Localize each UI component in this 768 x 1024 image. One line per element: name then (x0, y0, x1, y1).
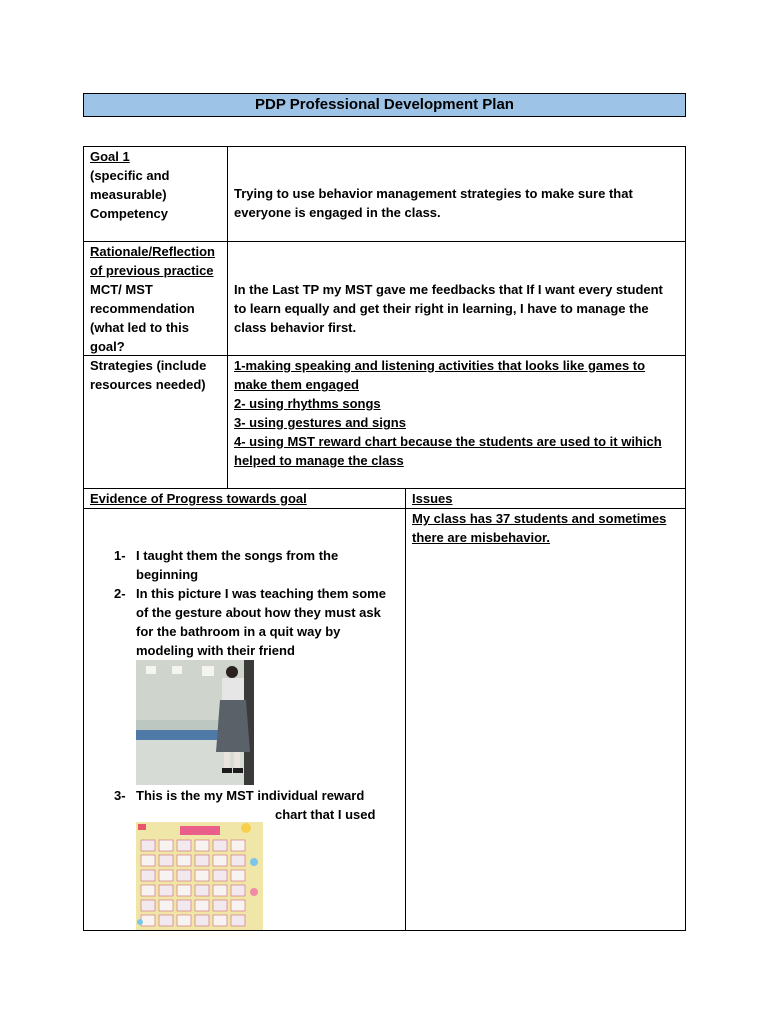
strategy-item: 4- using MST reward chart because the students are used to it wihich helped to manage the class (234, 434, 662, 468)
strategies-list (234, 356, 678, 470)
reward-card (231, 840, 245, 851)
page-title: PDP Professional Development Plan (83, 93, 686, 117)
reward-card (177, 915, 191, 926)
classroom-photo (136, 660, 254, 785)
reward-card (141, 915, 155, 926)
reward-card (159, 855, 173, 866)
rationale-text: In the Last TP my MST gave me feedbacks that If I want every student to learn equally and get their right in learning, I have to manage the class behavior first. (234, 282, 663, 335)
reward-card (231, 870, 245, 881)
evidence-list-1-2 (114, 546, 394, 660)
reward-card (195, 840, 209, 851)
goal-text: Trying to use behavior management strategies to make sure that everyone is engaged in the class. (234, 186, 633, 220)
reward-card (141, 885, 155, 896)
reward-card (195, 855, 209, 866)
reward-card (159, 870, 173, 881)
reward-card (213, 840, 227, 851)
reward-card (213, 855, 227, 866)
rationale-label: Rationale/Reflection of previous practice MCT/ MST recommendation (what led to this goal? (90, 244, 215, 354)
issues-text: My class has 37 students and sometimes there are misbehavior. (412, 511, 667, 545)
reward-card (159, 915, 173, 926)
list-item: 2- In this picture I was teaching them some of the gesture about how they must ask for the bathroom in a quit way by modeling with their friend (114, 586, 386, 658)
reward-card (159, 840, 173, 851)
column-divider (227, 146, 228, 488)
reward-card (177, 885, 191, 896)
reward-card (141, 855, 155, 866)
reward-card (177, 855, 191, 866)
reward-card (213, 900, 227, 911)
reward-card (195, 900, 209, 911)
reward-card (231, 885, 245, 896)
issues-header: Issues (412, 491, 453, 506)
reward-card (231, 915, 245, 926)
reward-card (231, 900, 245, 911)
goal-label: Goal 1 (specific and measurable) Competency (90, 149, 170, 221)
reward-card (231, 855, 245, 866)
reward-card (177, 900, 191, 911)
list-item: 1- I taught them the songs from the beginning (114, 548, 339, 582)
list-item: 3- This is the my MST individual reward (114, 788, 365, 803)
reward-card (213, 870, 227, 881)
evidence-header: Evidence of Progress towards goal (90, 491, 307, 506)
reward-card (177, 840, 191, 851)
reward-card (141, 900, 155, 911)
strategy-item: 1-making speaking and listening activities that looks like games to make them engaged (234, 358, 646, 392)
reward-card (195, 915, 209, 926)
reward-card (213, 885, 227, 896)
reward-card (177, 870, 191, 881)
reward-card (195, 870, 209, 881)
evidence-item-3 (114, 786, 394, 805)
strategies-label: Strategies (include resources needed) (90, 358, 207, 392)
reward-card (213, 915, 227, 926)
strategy-item: 2- using rhythms songs (234, 396, 381, 411)
evidence-item-3-continued: chart that I used (275, 807, 376, 822)
reward-chart-photo (136, 822, 263, 930)
strategy-item: 3- using gestures and signs (234, 415, 406, 430)
reward-card (159, 885, 173, 896)
reward-card (141, 840, 155, 851)
reward-card (141, 870, 155, 881)
reward-card (195, 885, 209, 896)
reward-card (159, 900, 173, 911)
column-divider (405, 488, 406, 931)
